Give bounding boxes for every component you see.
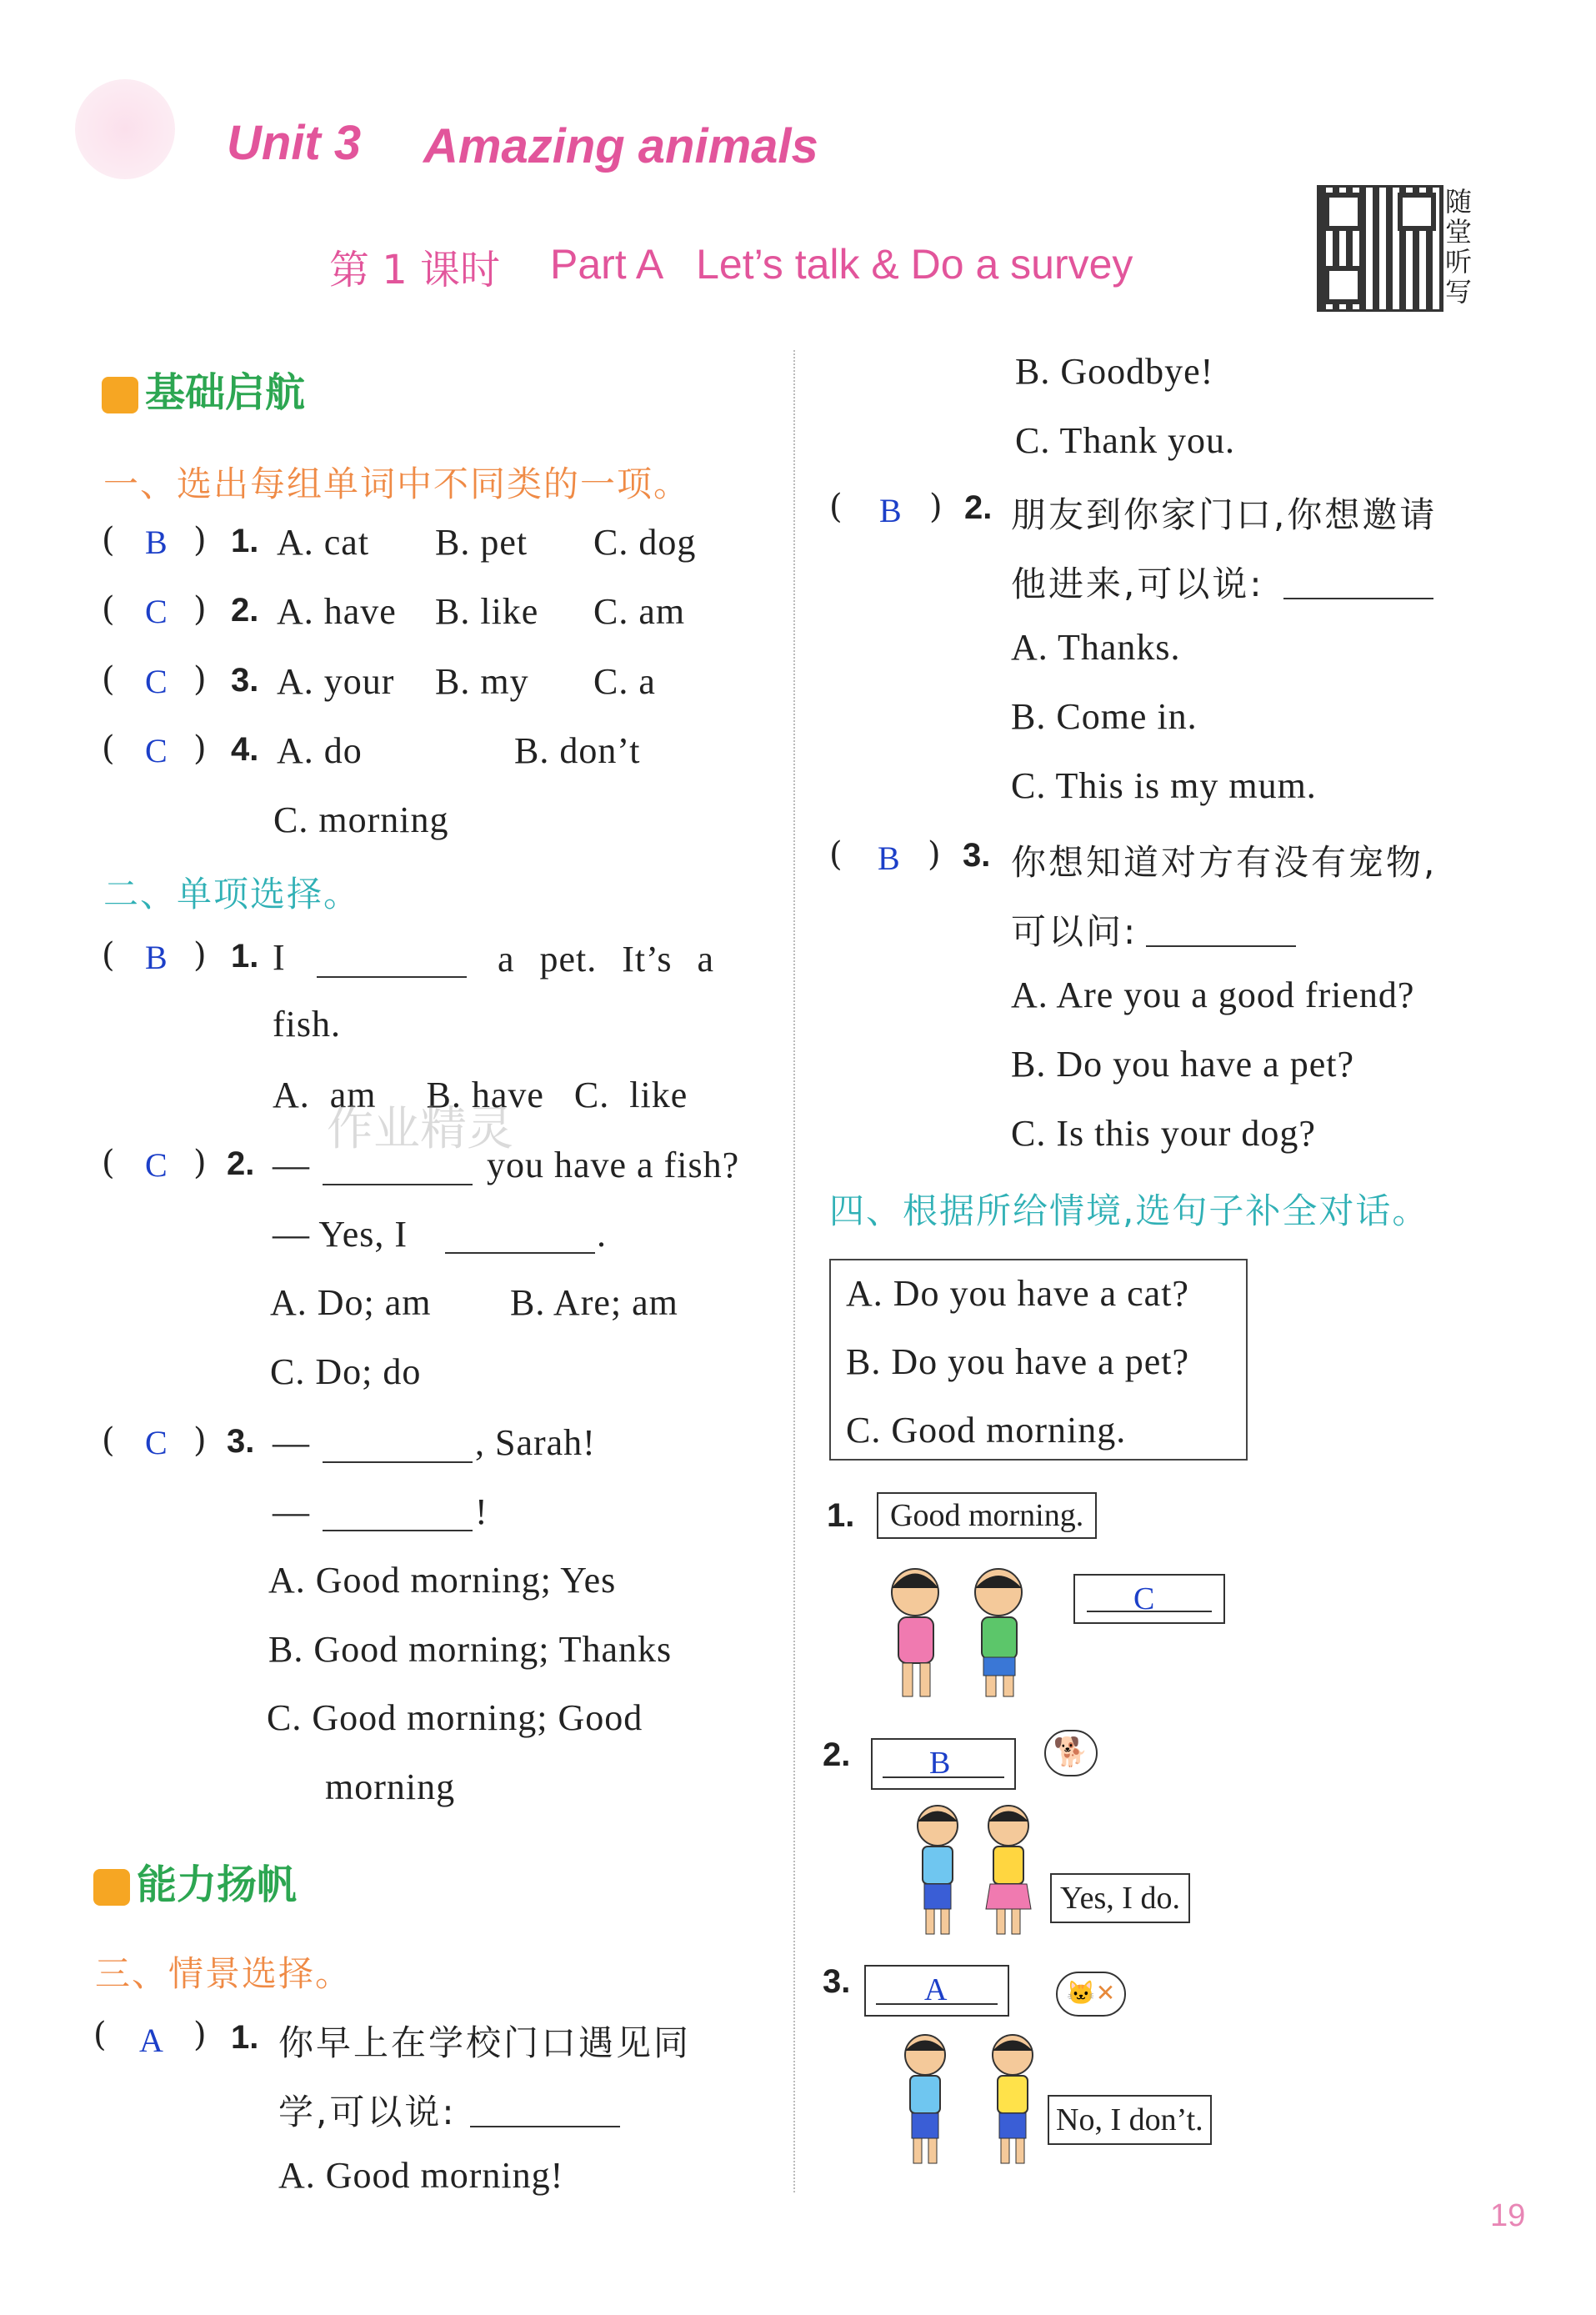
children-illustration: [865, 1559, 1048, 1701]
choices-box: A. Do you have a cat? B. Do you have a pet? C. Good morning.: [829, 1259, 1248, 1461]
dialog-1: 1. Good morning. C: [823, 1492, 1257, 1709]
unit-title: Amazing animals: [423, 119, 818, 173]
cat-crossed-icon: 🐱✕: [1056, 1972, 1126, 2017]
list-item: ( C ) 2. A. have B. like C. am: [102, 590, 686, 632]
qr-label: 随 堂 听 写: [1445, 186, 1473, 308]
dog-thought-icon: 🐕: [1044, 1730, 1098, 1776]
answer-blank[interactable]: [445, 1222, 595, 1254]
answer-blank[interactable]: [323, 1154, 473, 1185]
unit-label: Unit 3: [227, 116, 362, 170]
reply-bubble: Yes, I do.: [1050, 1873, 1190, 1923]
section-heading-basic: 基础启航: [102, 360, 305, 418]
answer-blank[interactable]: [323, 1431, 473, 1463]
answer-blank[interactable]: [1283, 568, 1433, 599]
answer-bubble[interactable]: [871, 1738, 1016, 1790]
answer-label: A: [924, 1972, 948, 2007]
part1-title: 一、选出每组单词中不同类的一项。: [103, 464, 691, 504]
answer-blank[interactable]: [1146, 915, 1296, 947]
answer-blank[interactable]: [470, 2096, 620, 2127]
list-item: ( C ) 4. A. do B. don’t C. morning: [102, 729, 641, 840]
lesson-prefix: 第 1 课时: [329, 247, 501, 293]
question-2: ( C ) 2. — you have a fish? — Yes, I . A. Do; am B. Are; am C. Do; do: [102, 1144, 740, 1392]
dialog-3: 3. A 🐱✕ No, I don’t.: [821, 1955, 1254, 2188]
answer-bubble[interactable]: [1073, 1574, 1225, 1624]
answer-blank[interactable]: [323, 1500, 473, 1531]
question-3: ( B ) 3. 你想知道对方有没有宠物, 可以问: A. Are you a good friend? B. Do you have a pet? C. Is this your dog?: [829, 835, 1438, 1154]
answer-label: B: [929, 1746, 951, 1781]
part2-title: 二、单项选择。: [103, 874, 361, 914]
question-3: ( C ) 3. — , Sarah! — ! A. Good morning; Yes B. Good morning; Thanks C. Good morning; Good morning: [102, 1421, 673, 1807]
answer-bubble[interactable]: [864, 1965, 1009, 2017]
qr-code[interactable]: [1317, 185, 1443, 312]
dialog-2: 2. B 🐕 Yes, I do.: [821, 1730, 1254, 1947]
question-2: ( B ) 2. 朋友到你家门口,你想邀请 他进来,可以说: A. Thanks. B. Come in. C. This is my mum.: [829, 488, 1438, 806]
lesson-title: Part A Let’s talk & Do a survey: [550, 241, 1133, 288]
watermark: 作业精灵: [327, 1102, 513, 1156]
boys-illustration: [888, 2026, 1054, 2172]
speech-bubble: Good morning.: [877, 1492, 1097, 1539]
part4-title: 四、根据所给情境,选句子补全对话。: [829, 1190, 1429, 1231]
header-decoration: [75, 79, 175, 179]
column-divider: [793, 350, 795, 2192]
question-1: ( A ) 1. 你早上在学校门口遇见同 学,可以说: A. Good morning!: [93, 2016, 692, 2196]
list-item: ( C ) 3. A. your B. my C. a: [102, 660, 656, 702]
part3-title: 三、情景选择。: [95, 1953, 353, 1994]
page-number: 19: [1490, 2198, 1526, 2233]
answer-label: C: [1133, 1581, 1155, 1616]
children-illustration: [904, 1796, 1046, 1942]
list-item: ( B ) 1. A. cat B. pet C. dog: [102, 521, 697, 563]
anchor-icon: [102, 377, 138, 413]
sail-icon: [93, 1869, 130, 1906]
q1-options-cont: B. Goodbye! C. Thank you.: [1015, 351, 1235, 461]
question-1: ( B ) 1. I a pet. It’s a fish. A. am B. have C. like: [102, 936, 715, 1115]
reply-bubble: No, I don’t.: [1048, 2095, 1212, 2145]
answer-blank[interactable]: [317, 946, 467, 978]
section-heading-ability: 能力扬帆: [93, 1852, 297, 1910]
